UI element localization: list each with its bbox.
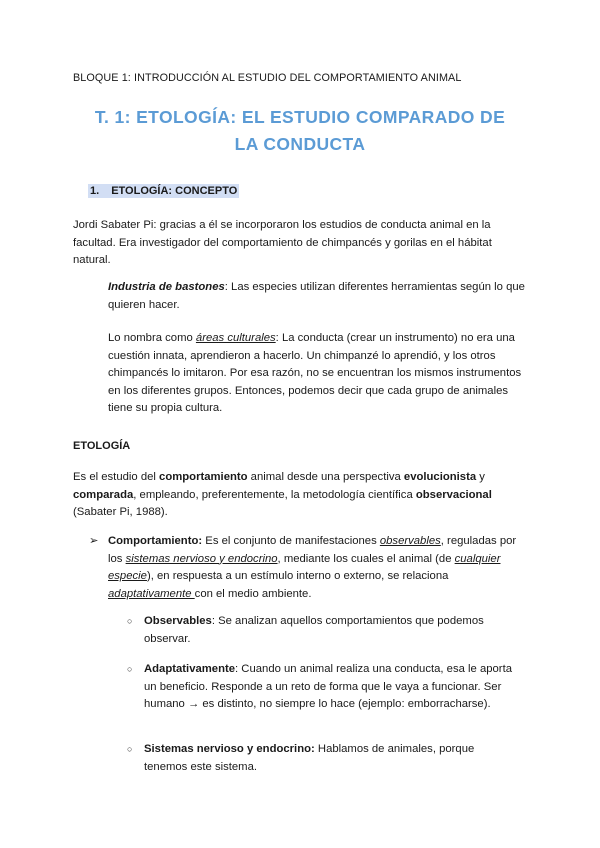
sub-item-text bbox=[144, 661, 514, 714]
def-text-5: (Sabater Pi, 1988). bbox=[73, 506, 168, 518]
def-text-4: , empleando, preferentemente, la metodología científica bbox=[133, 488, 416, 501]
def-text-2: animal desde una perspectiva bbox=[247, 471, 404, 483]
industria-paragraph bbox=[108, 279, 528, 314]
def-bold-observacional: observacional bbox=[415, 488, 492, 501]
def-bold-comparada: comparada bbox=[73, 488, 134, 501]
def-text-3: y bbox=[476, 471, 485, 483]
intro-paragraph: Jordi Sabater Pi: gracias a él se incorporaron los estudios de conducta animal en la facultad. Era investigador del comportamiento de chimpancés y gorilas en el hábitat natural. bbox=[73, 219, 492, 266]
circle-bullet-icon: ○ bbox=[127, 616, 133, 626]
comportamiento-text bbox=[108, 533, 528, 603]
sub-item-term: Sistemas nervioso y endocrino: bbox=[144, 743, 315, 755]
def-text-1: Es el estudio del bbox=[73, 471, 160, 483]
sub-item-desc: : Se analizan aquellos comportamientos que podemos observar. bbox=[144, 615, 484, 645]
sub-item-desc: Hablamos de animales, porque tenemos este sistema. bbox=[144, 743, 475, 773]
sub-item-term: Observables bbox=[144, 615, 212, 627]
comp-underline-observables: observables bbox=[379, 535, 441, 547]
areas-paragraph bbox=[108, 330, 528, 418]
sub-item-term: Adaptativamente bbox=[144, 663, 236, 675]
etologia-heading: ETOLOGÍA bbox=[73, 440, 131, 452]
comp-text-3: , mediante los cuales el animal (de bbox=[277, 552, 455, 565]
sub-item-desc: : Cuando un animal realiza una conducta, esa le aporta un beneficio. Responde a un reto de forma que le vaya a funcionar. Ser humano → es distinto, no siempre lo hace (ejemplo: emborracharse). bbox=[144, 663, 512, 710]
comp-text-4: ), en respuesta a un estímulo interno o externo, se relaciona bbox=[146, 570, 449, 582]
etologia-definition bbox=[73, 469, 533, 522]
comp-text-2: , reguladas por los bbox=[108, 535, 517, 565]
sub-item-text bbox=[144, 741, 514, 776]
block-supertitle: BLOQUE 1: INTRODUCCIÓN AL ESTUDIO DEL COMPORTAMIENTO ANIMAL bbox=[73, 72, 462, 84]
section-number: 1. bbox=[90, 185, 100, 197]
circle-bullet-icon: ○ bbox=[127, 744, 133, 754]
areas-text: : La conducta (crear un instrumento) no era una cuestión innata, aprendieron a hacerlo. Un chimpanzé lo aprendió, y los otros chimpancés lo imitaron. Por esa razón, no se encuentran los mismos instrumentos en los diferentes grupos. Entonces, podemos decir que cada grupo de animales tiene su propia cultura. bbox=[108, 332, 522, 414]
section-heading-concepto bbox=[88, 183, 239, 201]
page-title-line-2: LA CONDUCTA bbox=[234, 134, 366, 154]
def-bold-evolucionista: evolucionista bbox=[403, 471, 477, 483]
arrow-bullet-icon: ➢ bbox=[89, 535, 99, 547]
comportamiento-term: Comportamiento: bbox=[108, 535, 203, 547]
section-heading-text: ETOLOGÍA: CONCEPTO bbox=[111, 185, 238, 197]
areas-term: áreas culturales bbox=[195, 332, 276, 344]
comp-underline-sistemas: sistemas nervioso y endocrino bbox=[125, 552, 278, 565]
sub-item-text bbox=[144, 613, 514, 648]
def-bold-comportamiento: comportamiento bbox=[159, 471, 248, 483]
page-title bbox=[60, 104, 540, 158]
heading-highlight bbox=[88, 184, 239, 198]
circle-bullet-icon: ○ bbox=[127, 664, 133, 674]
page-title-line-1: T. 1: ETOLOGÍA: EL ESTUDIO COMPARADO DE bbox=[94, 107, 506, 127]
comp-underline-especie: cualquier especie bbox=[108, 552, 501, 582]
comp-text-1: Es el conjunto de manifestaciones bbox=[202, 535, 380, 547]
comp-underline-adaptativamente: adaptativamente bbox=[108, 587, 195, 600]
industria-term: Industria de bastones bbox=[108, 281, 225, 293]
industria-text: : Las especies utilizan diferentes herramientas según lo que quieren hacer. bbox=[108, 281, 525, 311]
areas-pre: Lo nombra como bbox=[108, 332, 196, 344]
comp-text-5: con el medio ambiente. bbox=[194, 587, 312, 600]
